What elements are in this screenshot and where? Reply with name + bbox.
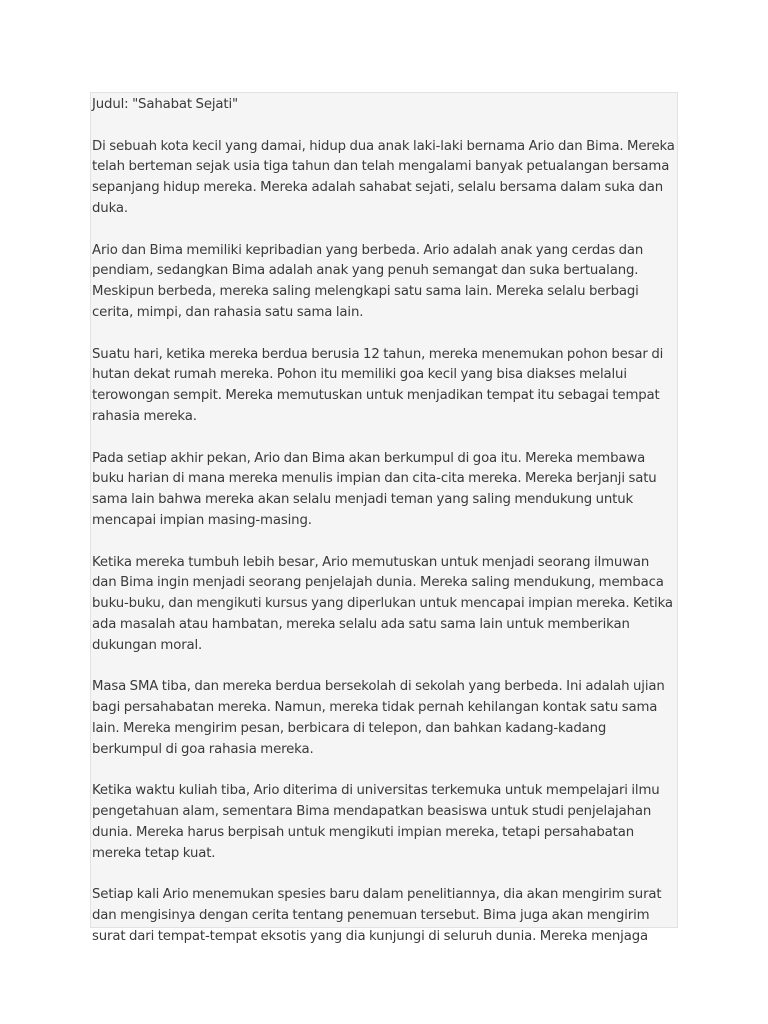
document-page [90,92,678,944]
paragraph-7: Ketika waktu kuliah tiba, Ario diterima di universitas terkemuka untuk mempelajari ilmu pengetahuan alam, sementara Bima mendapatkan beasiswa untuk studi penjelajahan dunia. Mereka harus berpisah untuk mengikuti impian mereka, tetapi persahabatan mereka tetap kuat. [92,783,660,861]
paragraph-2: Ario dan Bima memiliki kepribadian yang berbeda. Ario adalah anak yang cerdas dan pendiam, sedangkan Bima adalah anak yang penuh semangat dan suka bertualang. Meskipun berbeda, mereka saling melengkapi satu sama lain. Mereka selalu berbagi cerita, mimpi, dan rahasia satu sama lain. [92,242,644,320]
document-body [92,95,676,948]
paragraph-6: Masa SMA tiba, dan mereka berdua bersekolah di sekolah yang berbeda. Ini adalah ujian bagi persahabatan mereka. Namun, mereka tidak pernah kehilangan kontak satu sama lain. Mereka mengirim pesan, berbicara di telepon, dan bahkan kadang-kadang berkumpul di goa rahasia mereka. [92,679,665,757]
story-title: Judul: "Sahabat Sejati" [92,97,238,112]
paragraph-1: Di sebuah kota kecil yang damai, hidup dua anak laki-laki bernama Ario dan Bima. Mereka telah berteman sejak usia tiga tahun dan telah mengalami banyak petualangan bersama sepanjang hidup mereka. Mereka adalah sahabat sejati, selalu bersama dalam suka dan duka. [92,138,675,216]
paragraph-4: Pada setiap akhir pekan, Ario dan Bima akan berkumpul di goa itu. Mereka membawa buku harian di mana mereka menulis impian dan cita-cita mereka. Mereka berjanji satu sama lain bahwa mereka akan selalu menjadi teman yang saling mendukung untuk mencapai impian masing-masing. [92,450,657,528]
paragraph-8: Setiap kali Ario menemukan spesies baru dalam penelitiannya, dia akan mengirim surat dan mengisinya dengan cerita tentang penemuan tersebut. Bima juga akan mengirim surat dari tempat-tempat eksotis yang dia kunjungi di seluruh dunia. Mereka menjaga [92,887,662,944]
paragraph-5: Ketika mereka tumbuh lebih besar, Ario memutuskan untuk menjadi seorang ilmuwan dan Bima ingin menjadi seorang penjelajah dunia. Mereka saling mendukung, membaca buku-buku, dan mengikuti kursus yang diperlukan untuk mencapai impian mereka. Ketika ada masalah atau hambatan, mereka selalu ada satu sama lain untuk memberikan dukungan moral. [92,554,673,653]
paragraph-3: Suatu hari, ketika mereka berdua berusia 12 tahun, mereka menemukan pohon besar di hutan dekat rumah mereka. Pohon itu memiliki goa kecil yang bisa diakses melalui terowongan sempit. Mereka memutuskan untuk menjadikan tempat itu sebagai tempat rahasia mereka. [92,346,664,424]
